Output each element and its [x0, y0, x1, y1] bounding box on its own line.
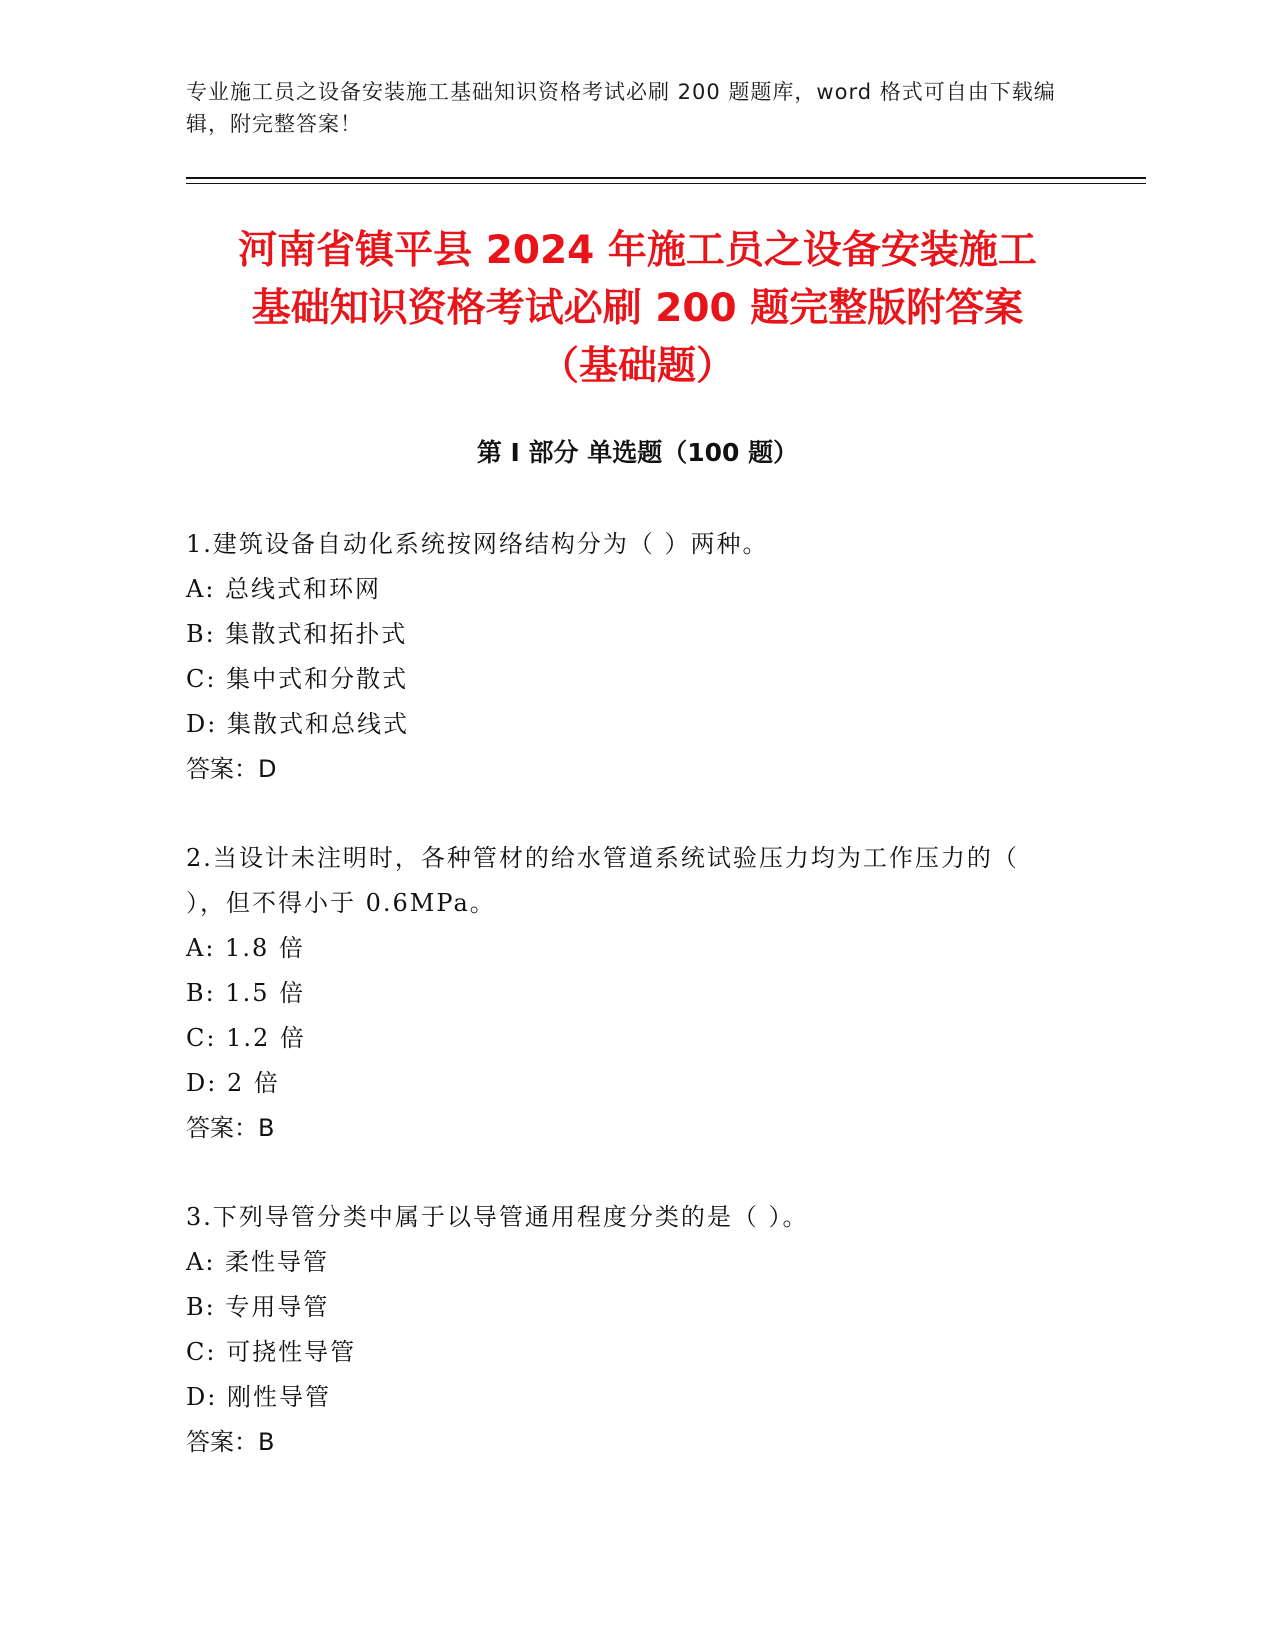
option-b: B: 集散式和拓扑式 — [186, 620, 408, 648]
option-c: C: 集中式和分散式 — [186, 665, 409, 693]
question-stem: 3.下列导管分类中属于以导管通用程度分类的是（ ）。 — [186, 1203, 809, 1231]
title-line-3: （基础题） — [539, 344, 735, 389]
question-1 — [186, 522, 1066, 792]
question-list — [186, 522, 1066, 1509]
option-c: C: 1.2 倍 — [186, 1024, 306, 1052]
answer: 答案：B — [186, 1114, 275, 1142]
option-b: B: 1.5 倍 — [186, 979, 306, 1007]
section-heading: 第 I 部分 单选题（100 题） — [476, 438, 799, 467]
question-stem: 2.当设计未注明时，各种管材的给水管道系统试验压力均为工作压力的（ ），但不得小于 0.6MPa。 — [186, 844, 1019, 917]
option-d: D: 刚性导管 — [186, 1383, 331, 1411]
question-2 — [186, 836, 1066, 1151]
header-rule-thin — [186, 183, 1146, 184]
option-a: A: 总线式和环网 — [186, 575, 382, 603]
header-note: 专业施工员之设备安装施工基础知识资格考试必刷 200 题题库，word 格式可自由下载编辑，附完整答案！ — [186, 80, 1056, 136]
title-line-2: 基础知识资格考试必刷 200 题完整版附答案 — [251, 286, 1024, 331]
title-line-1: 河南省镇平县 2024 年施工员之设备安装施工 — [238, 228, 1037, 273]
option-a: A: 柔性导管 — [186, 1248, 330, 1276]
answer: 答案：B — [186, 1428, 275, 1456]
header-rule-thick — [186, 177, 1146, 179]
option-c: C: 可挠性导管 — [186, 1338, 357, 1366]
question-3 — [186, 1195, 1066, 1465]
answer: 答案：D — [186, 755, 277, 783]
option-a: A: 1.8 倍 — [186, 934, 305, 962]
option-d: D: 2 倍 — [186, 1069, 280, 1097]
question-stem: 1.建筑设备自动化系统按网络结构分为（ ）两种。 — [186, 530, 769, 558]
option-b: B: 专用导管 — [186, 1293, 330, 1321]
document-title — [150, 222, 1125, 396]
option-d: D: 集散式和总线式 — [186, 710, 409, 738]
